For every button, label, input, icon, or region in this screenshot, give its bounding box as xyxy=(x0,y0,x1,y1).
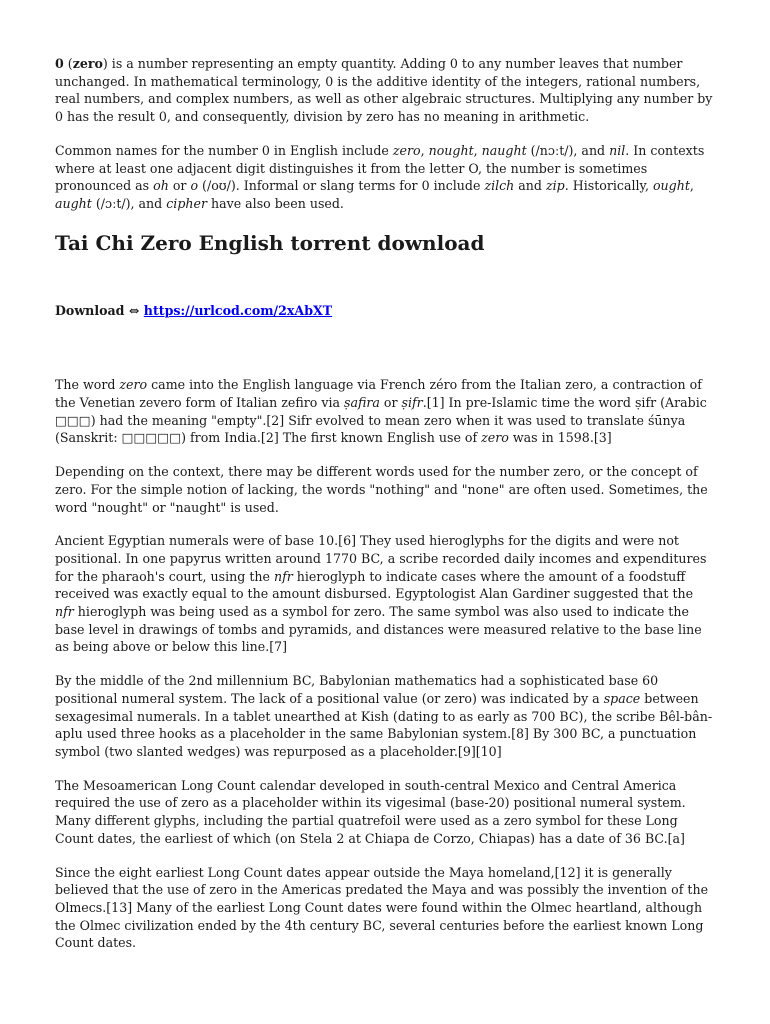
intro-paragraph-1: 0 (zero) is a number representing an empty quantity. Adding 0 to any number leaves that number unchanged. In mathematical terminology, 0 is the additive identity of the integers, rational numbers, real numbers, and complex numbers, as well as other algebraic structures. Multiplying any number by 0 has the result 0, and consequently, division by zero has no meaning in arithmetic. xyxy=(55,56,713,125)
intro-paragraph-2: Common names for the number 0 in English include zero, nought, naught (/nɔːt/), and nil. In contexts where at least one adjacent digit distinguishes it from the letter O, the number is sometimes pronounced as oh or o (/oʊ/). Informal or slang terms for 0 include zilch and zip. Historically, ought, aught (/ɔːt/), and cipher have also been used. xyxy=(55,142,705,211)
body-paragraph-6: Since the eight earliest Long Count dates appear outside the Maya homeland,[12] it is generally believed that the use of zero in the Americas predated the Maya and was possibly the invention of the Olmecs.[13] Many of the earliest Long Count dates were found within the Olmec heartland, although the Olmec civilization ended by the 4th century BC, several centuries before the earliest known Long Count dates. xyxy=(55,864,709,951)
body-paragraph-3: Ancient Egyptian numerals were of base 10.[6] They used hieroglyphs for the digits and were not positional. In one papyrus written around 1770 BC, a scribe recorded daily incomes and expenditures for the pharaoh's court, using the nfr hieroglyph to indicate cases where the amount of a foodstuff received was exactly equal to the amount disbursed. Egyptologist Alan Gardiner suggested that the nfr hieroglyph was being used as a symbol for zero. The same symbol was also used to indicate the base level in drawings of tombs and pyramids, and distances were measured relative to the base line as being above or below this line.[7] xyxy=(55,533,707,655)
download-line xyxy=(55,302,715,320)
page-title: Tai Chi Zero English torrent download xyxy=(55,230,485,255)
body-paragraph-2: Depending on the context, there may be different words used for the number zero, or the concept of zero. For the simple notion of lacking, the words "nothing" and "none" are often used. Sometimes, the word "nought" or "naught" is used. xyxy=(55,464,708,515)
body-paragraph-5: The Mesoamerican Long Count calendar developed in south-central Mexico and Central America required the use of zero as a placeholder within its vigesimal (base-20) positional numeral system. Many different glyphs, including the partial quatrefoil were used as a zero symbol for these Long Count dates, the earliest of which (on Stela 2 at Chiapa de Corzo, Chiapas) has a date of 36 BC.[a] xyxy=(55,777,686,846)
download-label: Download ⇔ xyxy=(55,302,144,318)
body-paragraph-4: By the middle of the 2nd millennium BC, Babylonian mathematics had a sophisticated base 60 positional numeral system. The lack of a positional value (or zero) was indicated by a space between sexagesimal numerals. In a tablet unearthed at Kish (dating to as early as 700 BC), the scribe Bêl-bân-aplu used three hooks as a placeholder in the same Babylonian system.[8] By 300 BC, a punctuation symbol (two slanted wedges) was repurposed as a placeholder.[9][10] xyxy=(55,673,713,759)
download-link[interactable]: https://urlcod.com/2xAbXT xyxy=(143,302,333,318)
term-zero-digit: 0 xyxy=(55,56,64,71)
document-page xyxy=(55,55,715,952)
term-zero-word: zero xyxy=(72,56,103,71)
body-paragraph-1: The word zero came into the English language via French zéro from the Italian zero, a contraction of the Venetian zevero form of Italian zefiro via ṣafira or ṣifr.[1] In pre-Islamic time the word ṣifr (Arabic □□□) had the meaning "empty".[2] Sifr evolved to mean zero when it was used to translate śūnya (Sanskrit: □□□□□) from India.[2] The first known English use of zero was in 1598.[3] xyxy=(55,377,707,446)
